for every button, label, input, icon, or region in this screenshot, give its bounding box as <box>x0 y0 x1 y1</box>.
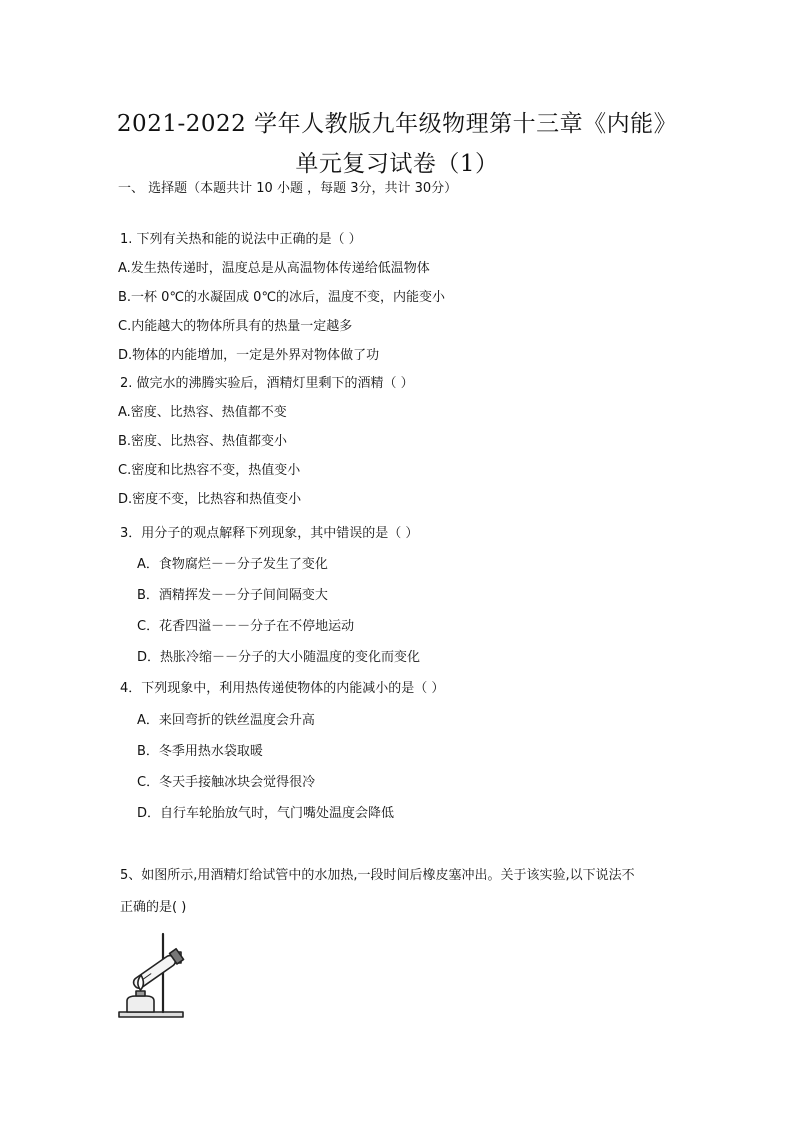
question-2-option-c: C.密度和比热容不变，热值变小 <box>118 463 301 478</box>
question-1-option-a: A.发生热传递时，温度总是从高温物体传递给低温物体 <box>118 261 430 276</box>
question-4-stem: 4．下列现象中，利用热传递使物体的内能减小的是（ ） <box>120 681 445 696</box>
question-4-option-a: A．来回弯折的铁丝温度会升高 <box>137 713 315 728</box>
test-tube-heating-apparatus-icon <box>116 928 196 1020</box>
question-4-option-b: B．冬季用热水袋取暖 <box>137 744 263 759</box>
section-heading: 一、 选择题（本题共计 10 小题 ，每题 3分，共计 30分） <box>118 181 458 196</box>
question-2-stem: 2. 做完水的沸腾实验后，酒精灯里剩下的酒精（ ） <box>120 376 414 391</box>
question-3-option-b: B．酒精挥发－－分子间间隔变大 <box>137 588 328 603</box>
question-2-option-a: A.密度、比热容、热值都不变 <box>118 405 287 420</box>
question-3-option-c: C．花香四溢－－－分子在不停地运动 <box>137 619 355 634</box>
question-1-option-b: B.一杯 0℃的水凝固成 0℃的冰后，温度不变，内能变小 <box>118 290 446 305</box>
question-2-option-d: D.密度不变，比热容和热值变小 <box>118 492 302 507</box>
question-1-option-d: D.物体的内能增加，一定是外界对物体做了功 <box>118 348 380 363</box>
exam-title-line-1: 2021-2022 学年人教版九年级物理第十三章《内能》 <box>116 111 678 137</box>
question-5-stem-line-2: 正确的是( ) <box>120 900 187 915</box>
question-3-option-d: D．热胀冷缩－－分子的大小随温度的变化而变化 <box>137 650 421 665</box>
question-2-option-b: B.密度、比热容、热值都变小 <box>118 434 288 449</box>
exam-title-line-2: 单元复习试卷（1） <box>295 151 499 177</box>
question-1-stem: 1. 下列有关热和能的说法中正确的是（ ） <box>120 232 362 247</box>
question-3-option-a: A．食物腐烂－－分子发生了变化 <box>137 557 328 572</box>
question-4-option-d: D．自行车轮胎放气时，气门嘴处温度会降低 <box>137 806 395 821</box>
question-1-option-c: C.内能越大的物体所具有的热量一定越多 <box>118 319 353 334</box>
question-5-stem-line-1: 5、如图所示,用酒精灯给试管中的水加热,一段时间后橡皮塞冲出。关于该实验,以下说法不 <box>120 868 635 883</box>
question-4-option-c: C．冬天手接触冰块会觉得很冷 <box>137 775 316 790</box>
question-3-stem: 3．用分子的观点解释下列现象，其中错误的是（ ） <box>120 526 419 541</box>
